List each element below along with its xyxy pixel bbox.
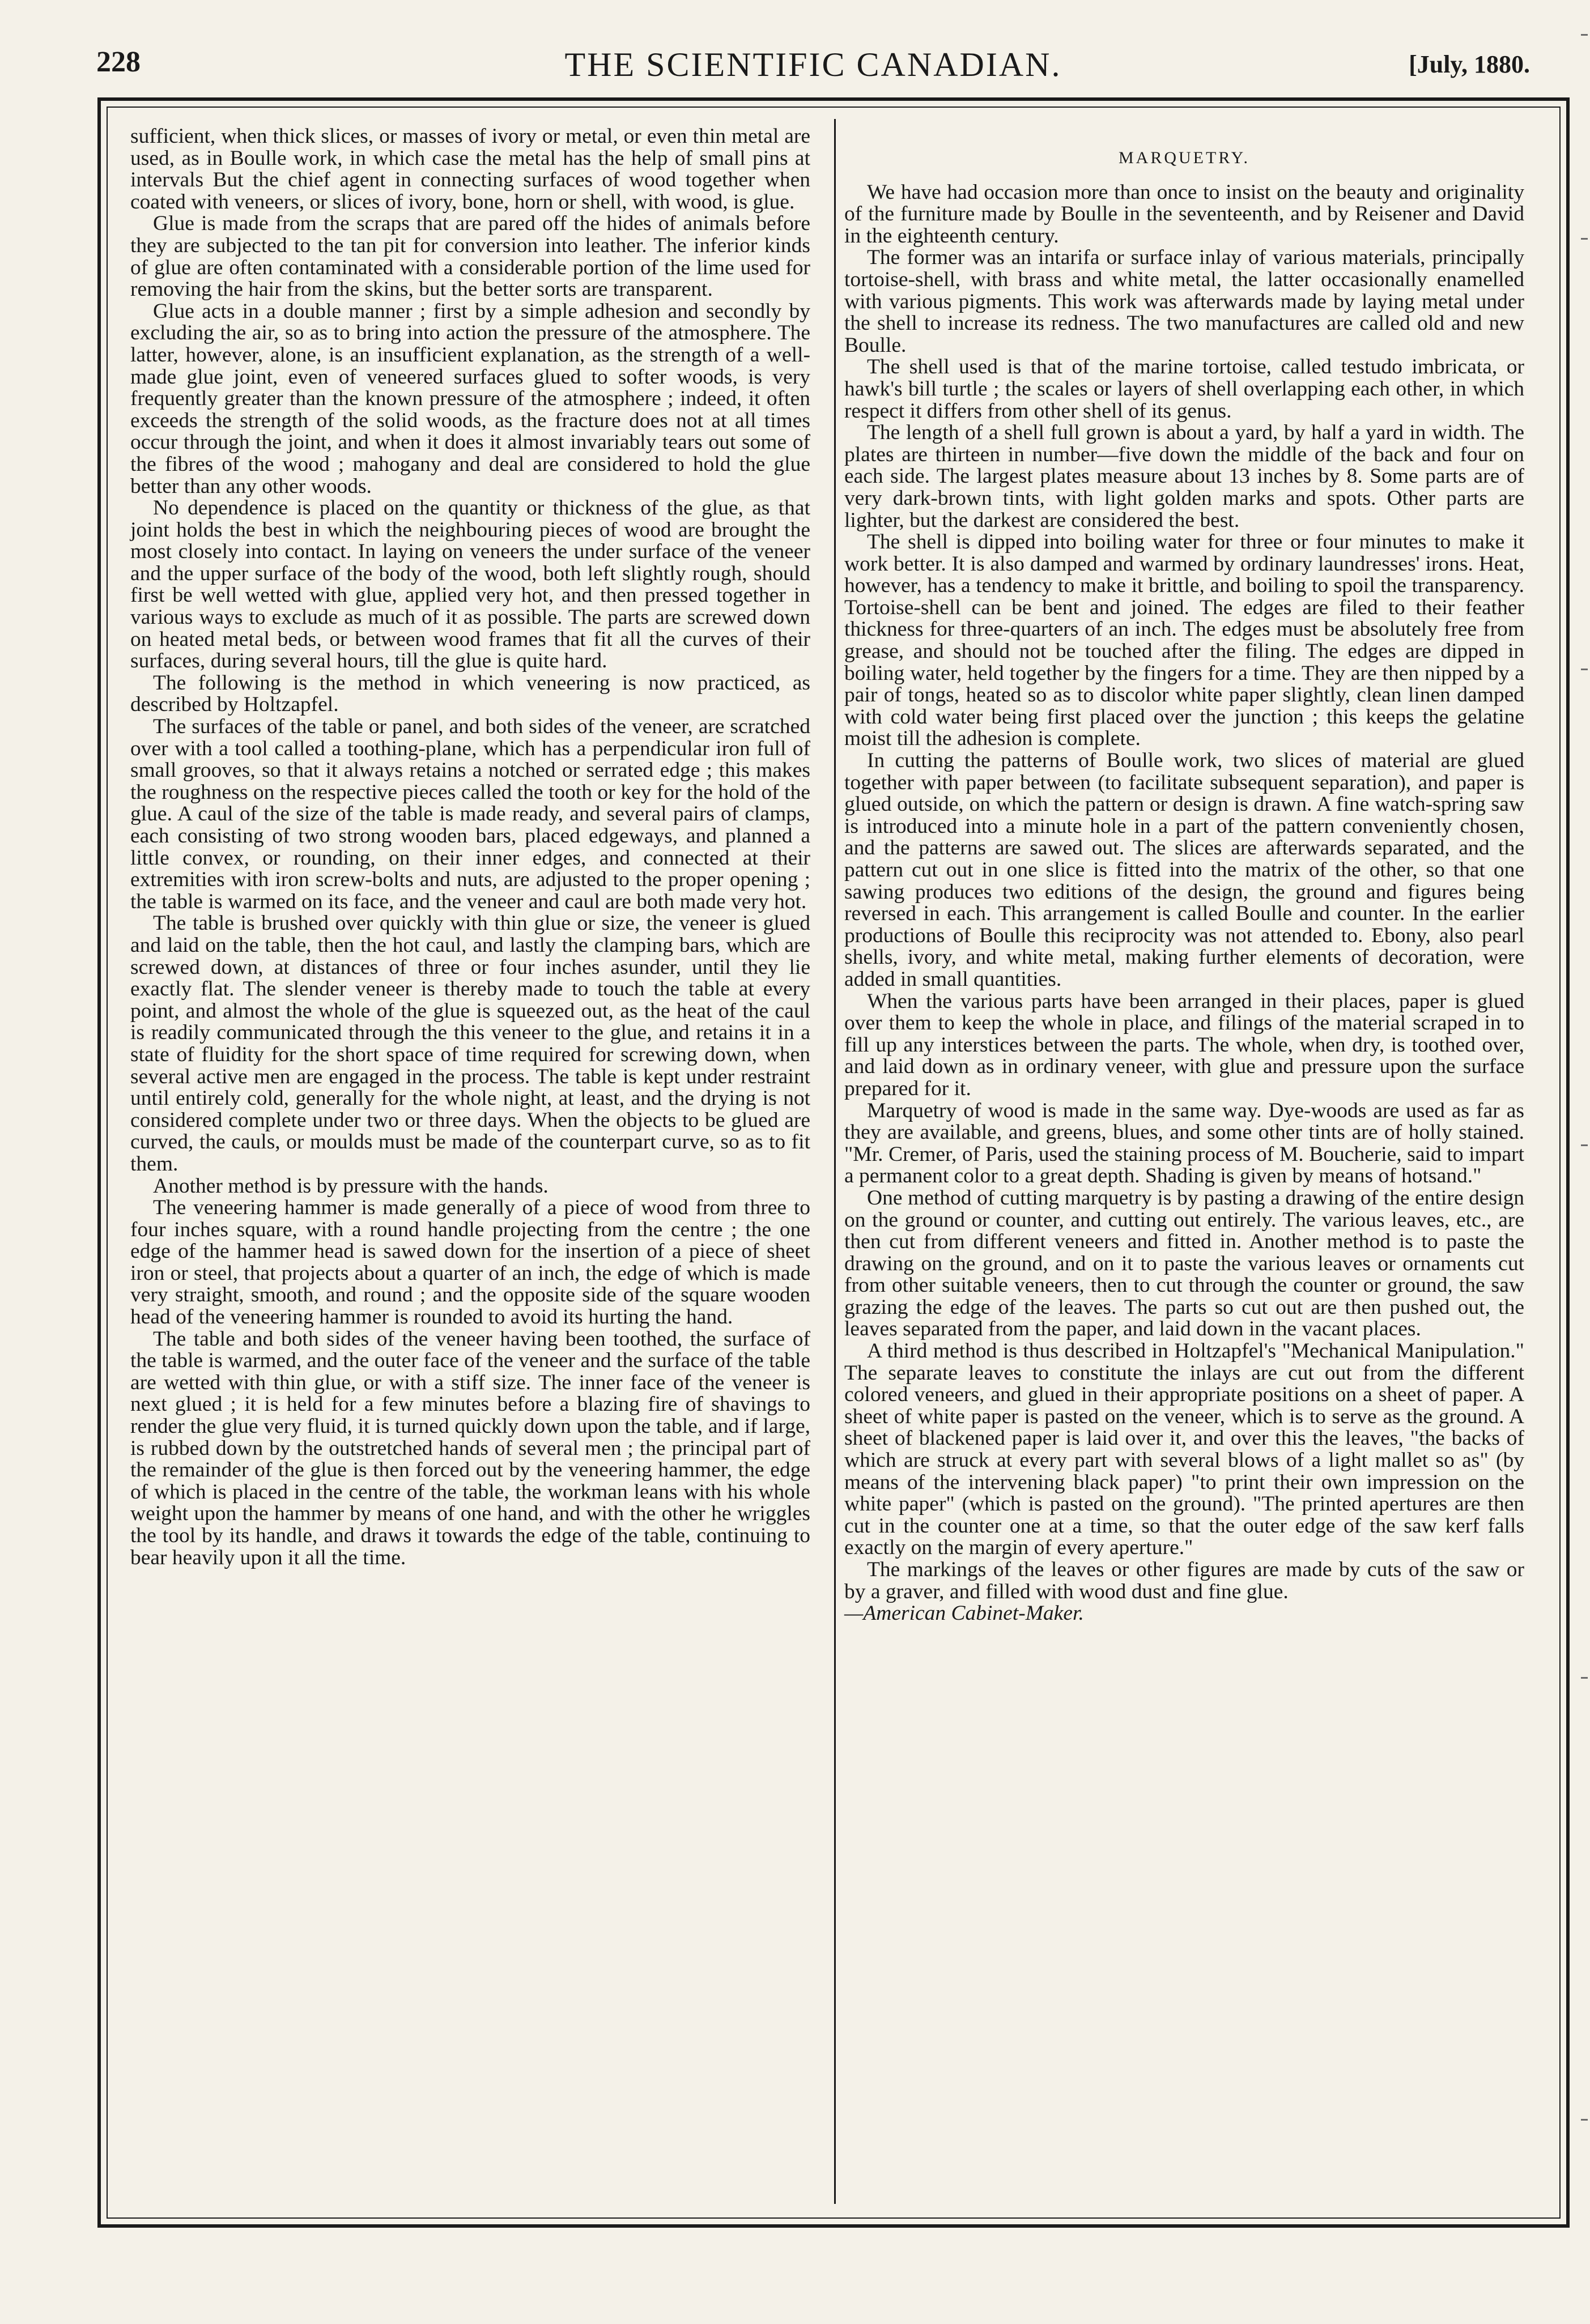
page-number: 228 — [96, 46, 141, 78]
body-paragraph: The table is brushed over quickly with thin glue or size, the veneer is glued and laid on the table, then the hot caul, and lastly the clamping bars, which are screwed down, at distances of three or four inches asunder, until they lie exactly flat. The slender veneer is thereby made to touch the table at every point, and almost the whole of the glue is squeezed out, as the heat of the caul is readily communicated through the this veneer to the glue, and retains it in a state of fluidity for the short space of time required for screwing down, when several active men are engaged in the process. The table is kept under restraint until entirely cold, generally for the whole night, at least, and the drying is not considered complete under two or three days. When the objects to be glued are curved, the cauls, or moulds must be made of the counterpart curve, so as to fit them. — [130, 912, 810, 1176]
binding-mark — [1581, 238, 1588, 240]
left-column — [130, 126, 810, 1569]
article-source: —American Cabinet-Maker. — [844, 1602, 1084, 1625]
body-paragraph: The table and both sides of the veneer having been toothed, the surface of the table is warmed, and the outer face of the veneer and the surface of the table are wetted with thin glue, or with a stiff size. The inner face of the veneer is next glued ; it is held for a few minutes before a blazing fire of shavings to render the glue very fluid, it is turned quickly down upon the table, and if large, is rubbed down by the outstretched hands of several men ; the principal part of the remainder of the glue is then forced out by the veneering hammer, the edge of which is placed in the centre of the table, the workman leans with his whole weight upon the hammer by means of one hand, and with the other he wriggles the tool by its handle, and draws it towards the edge of the table, continuing to bear heavily upon it all the time. — [130, 1327, 810, 1569]
body-paragraph: The shell used is that of the marine tortoise, called testudo imbricata, or hawk's bill turtle ; the scales or layers of shell overlapping each other, in which respect it differs from other shell of its genus. — [844, 355, 1524, 423]
body-paragraph: The length of a shell full grown is about a yard, by half a yard in width. The plates are thirteen in number—five down the middle of the back and four on each side. The largest plates measure about 13 inches by 8. Some parts are of very dark-brown tints, with light golden marks and spots. Other parts are lighter, but the darkest are considered the best. — [844, 421, 1524, 532]
body-paragraph: The former was an intarifa or surface inlay of various materials, principally tortoise-shell, with brass and white metal, the latter occasionally enamelled with various pigments. This work was afterwards made by laying metal under the shell to increase its redness. The two manufactures are called old and new Boulle. — [844, 246, 1524, 357]
binding-mark — [1581, 1144, 1588, 1146]
body-paragraph: sufficient, when thick slices, or masses of ivory or metal, or even thin metal are used, as in Boulle work, in which case the metal has the help of small pins at intervals But the chief agent in connecting surfaces of wood together when coated with veneers, or slices of ivory, bone, horn or shell, with wood, is glue. — [130, 125, 810, 214]
column-divider — [834, 119, 836, 2204]
body-paragraph: The following is the method in which veneering is now practiced, as described by Holtzapfel. — [130, 671, 810, 717]
body-paragraph: The markings of the leaves or other figures are made by cuts of the saw or by a graver, and filled with wood dust and fine glue. — [844, 1558, 1524, 1603]
article-title: MARQUETRY. — [1119, 148, 1250, 167]
journal-title: THE SCIENTIFIC CANADIAN. — [564, 46, 1062, 83]
body-paragraph: The shell is dipped into boiling water for three or four minutes to make it work better. It is also damped and warmed by ordinary laundresses' irons. Heat, however, has a tendency to make it brittle, and boiling to spoil the transparency. Tortoise-shell can be bent and joined. The edges are filed to their feather thickness for three-quarters of an inch. The edges must be absolutely free from grease, and should not be touched after the filing. The edges are dipped in boiling water, held together by the fingers for a time. They are then nipped by a pair of tongs, heated so as to discolor white paper slightly, clean linen damped with cold water being first placed over the junction ; this keeps the gelatine moist till the adhesion is complete. — [844, 530, 1524, 751]
body-paragraph: When the various parts have been arranged in their places, paper is glued over them to keep the whole in place, and filings of the material scraped in to fill up any interstices between the parts. The whole, when dry, is toothed over, and laid down as in ordinary veneer, with glue and pressure upon the surface prepared for it. — [844, 989, 1524, 1100]
body-paragraph: Glue is made from the scraps that are pared off the hides of animals before they are subjected to the tan pit for conversion into leather. The inferior kinds of glue are often contaminated with a considerable portion of the lime used for removing the hair from the skins, but the better sorts are transparent. — [130, 212, 810, 301]
body-paragraph: Marquetry of wood is made in the same way. Dye-woods are used as far as they are available, and greens, blues, and some other tints are of holly stained. "Mr. Cremer, of Paris, used the staining process of M. Boucherie, said to impart a permanent color to a great depth. Shading is given by means of hotsand." — [844, 1099, 1524, 1188]
binding-mark — [1581, 669, 1588, 670]
page-header — [96, 40, 1530, 91]
body-paragraph: In cutting the patterns of Boulle work, two slices of material are glued together with paper between (to facilitate subsequent separation), and paper is glued outside, on which the pattern or design is drawn. A fine watch-spring saw is introduced into a minute hole in a part of the pattern conveniently chosen, and the patterns are sawed out. The slices are afterwards separated, and the pattern cut out in one slice is fitted into the matrix of the other, so that one sawing produces two editions of the design, the ground and figures being reversed in each. This arrangement is called Boulle and counter. In the earlier productions of Boulle this reciprocity was not attended to. Ebony, also pearl shells, ivory, and white metal, making further elements of decoration, were added in small quantities. — [844, 749, 1524, 991]
body-paragraph: Glue acts in a double manner ; first by a simple adhesion and secondly by excluding the air, so as to bring into action the pressure of the atmosphere. The latter, however, alone, is an insufficient explanation, as the strength of a well-made glue joint, even of veneered surfaces glued to softer woods, is very frequently greater than the known pressure of the atmosphere ; indeed, it often exceeds the strength of the solid woods, as the fracture does not at all times occur through the joint, and when it does it almost invariably tears out some of the fibres of the wood ; mahogany and deal are considered to hold the glue better than any other woods. — [130, 299, 810, 498]
body-paragraph: The surfaces of the table or panel, and both sides of the veneer, are scratched over with a tool called a toothing-plane, which has a perpendicular iron full of small grooves, so that it always retains a notched or serrated edge ; this makes the roughness on the respective pieces called the tooth or key for the hold of the glue. A caul of the size of the table is made ready, and several pairs of clamps, each consisting of two strong wooden bars, placed edgeways, and planned a little convex, or rounding, on their inner edges, and connected at their extremities with iron screw-bolts and nuts, are adjusted to the proper opening ; the table is warmed on its face, and the veneer and caul are both made very hot. — [130, 715, 810, 913]
body-paragraph: A third method is thus described in Holtzapfel's "Mechanical Manipulation." The separate leaves to constitute the inlays are cut out from the different colored veneers, and glued in their appropriate positions on a sheet of paper. A sheet of white paper is pasted on the veneer, which is to serve as the ground. A sheet of blackened paper is laid over it, and over this the leaves, "the backs of which are struck at every part with several blows of a light mallet so as" (by means of the intervening black paper) "to print their own impression on the white paper" (which is pasted on the ground). "The printed apertures are then cut in the counter one at a time, so that the outer edge of the saw kerf falls exactly on the margin of every aperture." — [844, 1339, 1524, 1560]
binding-mark — [1581, 34, 1588, 36]
body-paragraph: The veneering hammer is made generally of a piece of wood from three to four inches square, with a round handle projecting from the centre ; the one edge of the hammer head is sawed down for the insertion of a piece of sheet iron or steel, that projects about a quarter of an inch, the edge of which is made very straight, smooth, and round ; and the opposite side of the square wooden head of the veneering hammer is rounded to avoid its hurting the hand. — [130, 1196, 810, 1329]
binding-mark — [1581, 1677, 1588, 1679]
body-paragraph: One method of cutting marquetry is by pasting a drawing of the entire design on the ground or counter, and cutting out entirely. The various leaves, etc., are then cut from different veneers and fitted in. Another method is to paste the drawing on the ground, and on it to paste the various leaves or ornaments cut from other suitable veneers, then to cut through the counter or ground, the saw grazing the edge of the leaves. The parts so cut out are then pushed out, the leaves separated from the paper, and laid down in the vacant places. — [844, 1186, 1524, 1341]
body-paragraph: No dependence is placed on the quantity or thickness of the glue, as that joint holds the best in which the neighbouring pieces of wood are brought the most closely into contact. In laying on veneers the under surface of the veneer and the upper surface of the body of the wood, both left slightly rough, should first be well wetted with glue, applied very hot, and then pressed together in various ways to exclude as much of it as possible. The parts are screwed down on heated metal beds, or between wood frames that fit all the curves of their surfaces, during several hours, till the glue is quite hard. — [130, 496, 810, 673]
body-paragraph: Another method is by pressure with the hands. — [153, 1174, 549, 1198]
issue-date: [July, 1880. — [1409, 50, 1530, 78]
binding-mark — [1581, 2119, 1588, 2121]
right-column — [844, 126, 1524, 1625]
body-paragraph: We have had occasion more than once to insist on the beauty and originality of the furniture made by Boulle in the seventeenth, and by Reisener and David in the eighteenth century. — [844, 180, 1524, 248]
